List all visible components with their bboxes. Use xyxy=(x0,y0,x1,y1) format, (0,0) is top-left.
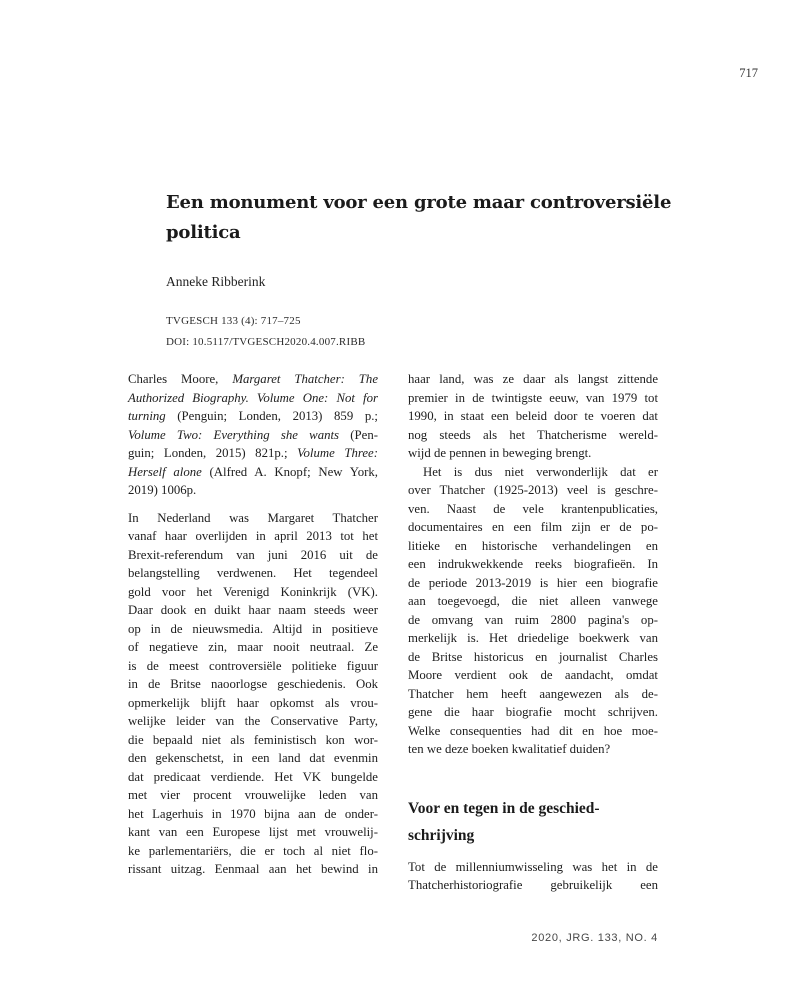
text-line: Brexit-referendum van juni 2016 uit de xyxy=(128,547,378,562)
paragraph xyxy=(408,370,658,463)
text-line: merkelijk is. Het driedelige boekwerk van xyxy=(408,631,658,645)
text-line: welijke leider van the Conservative Party, xyxy=(128,714,378,728)
text-line: in de Britse naoorlogse geschiedenis. Ook xyxy=(128,677,378,691)
text-line: Thatcher hem heeft aangewezen als de- xyxy=(408,686,658,701)
text-line: een indrukwekkende reeks biografieën. In xyxy=(408,557,658,571)
text-line: belangstelling verdwenen. Het tegendeel xyxy=(128,566,378,580)
journal-footer: 2020, JRG. 133, NO. 4 xyxy=(531,932,658,944)
citation-paragraph xyxy=(128,370,378,500)
paragraph xyxy=(408,858,658,895)
author-name: Anneke Ribberink xyxy=(166,274,266,289)
article-body xyxy=(128,370,658,895)
text-line: den gekenschetst, in een land dat evenmin xyxy=(128,751,378,765)
title-line: Een monument voor een grote maar controversiële xyxy=(166,192,672,213)
text-line: ven. Naast de vele krantenpublicaties, xyxy=(408,501,658,516)
text-line: ke parlementariërs, die er toch al niet flo- xyxy=(128,843,378,858)
text-line: is de meest controversiële politieke figuur xyxy=(128,658,378,673)
text-line: aan toegevoegd, die niet alleen vanwege xyxy=(408,594,658,608)
text-line: In Nederland was Margaret Thatcher xyxy=(128,510,378,525)
text-line: ten we deze boeken kwalitatief duiden? xyxy=(408,742,611,756)
article-title xyxy=(166,188,686,248)
text-line: Daar dook en duikt haar naam steeds weer xyxy=(128,603,378,617)
text-line: de Britse historicus en journalist Charles xyxy=(408,649,658,664)
text-line: op in de nieuwsmedia. Altijd in positieve xyxy=(128,621,378,636)
text-line: premier in de twintigste eeuw, van 1979 tot xyxy=(408,390,658,405)
text-line: gene die haar biografie mocht schrijven. xyxy=(408,705,658,719)
text-line: Het is dus niet verwonderlijk dat er xyxy=(423,464,658,479)
text-line: Tot de millenniumwisseling was het in de xyxy=(408,859,658,874)
text-line: of negatieve zin, maar nooit neutraal. Ze xyxy=(128,640,378,654)
text-line: over Thatcher (1925-2013) veel is geschre- xyxy=(408,483,658,497)
text-line: met vier procent vrouwelijke leden van xyxy=(128,788,378,802)
paragraph xyxy=(128,509,378,879)
doi: DOI: 10.5117/TVGESCH2020.4.007.RIBB xyxy=(166,335,366,348)
text-line: Herself alone (Alfred A. Knopf; New York, xyxy=(128,464,378,479)
right-column xyxy=(408,370,658,895)
article-reference-block xyxy=(166,311,365,352)
text-line: kant van een Europese lijst met vrouwelij- xyxy=(128,825,378,839)
text-line: documentaires en een film zijn er de po- xyxy=(408,520,658,534)
text-line: het Lagerhuis in 1970 bijna aan de onder- xyxy=(128,806,378,821)
text-line: vanaf haar overlijden in april 2013 tot het xyxy=(128,529,378,543)
journal-reference: TVGESCH 133 (4): 717–725 xyxy=(166,315,301,327)
text-line: die bepaald niet als feministisch kon wor- xyxy=(128,732,378,747)
text-line: Moore verdient ook de aandacht, omdat xyxy=(408,668,658,682)
section-heading xyxy=(408,795,658,849)
text-line: gold voor het Verenigd Koninkrijk (VK). xyxy=(128,584,378,599)
text-line: wijd de pennen in beweging brengt. xyxy=(408,446,592,460)
text-line: guin; Londen, 2015) 821p.; Volume Three: xyxy=(128,446,378,460)
text-line: haar land, was ze daar als langst zittende xyxy=(408,372,658,386)
text-line: Charles Moore, Margaret Thatcher: The xyxy=(128,372,378,386)
text-line: de omvang van ruim 2800 pagina's op- xyxy=(408,612,658,627)
page-number: 717 xyxy=(739,66,758,80)
text-line: litieke en historische verhandelingen en xyxy=(408,538,658,553)
left-column xyxy=(128,370,378,895)
text-line: Thatcherhistoriografie gebruikelijk een xyxy=(408,878,658,892)
paragraph xyxy=(408,463,658,759)
text-line: opmerkelijk blijft haar opkomst als vrou- xyxy=(128,695,378,710)
text-line: schrijving xyxy=(408,826,475,844)
text-line: 1990, in staat een beleid door te voeren dat xyxy=(408,409,658,423)
text-line: Authorized Biography. Volume One: Not for xyxy=(128,390,378,405)
text-line: turning (Penguin; Londen, 2013) 859 p.; xyxy=(128,409,378,423)
text-line: rissant uitzag. Eenmaal aan het bewind in xyxy=(128,862,378,876)
title-line: politica xyxy=(166,222,241,243)
text-line: Welke consequenties had dit en hoe moe- xyxy=(408,723,658,738)
text-line: nog steeds als het Thatcherisme wereld- xyxy=(408,427,658,442)
text-line: dat predicaat verdiende. Het VK bungelde xyxy=(128,769,378,784)
text-line: de periode 2013-2019 is hier een biografie xyxy=(408,575,658,590)
text-line: Volume Two: Everything she wants (Pen- xyxy=(128,427,378,442)
text-line: 2019) 1006p. xyxy=(128,483,197,497)
text-line: Voor en tegen in de geschied- xyxy=(408,799,600,817)
